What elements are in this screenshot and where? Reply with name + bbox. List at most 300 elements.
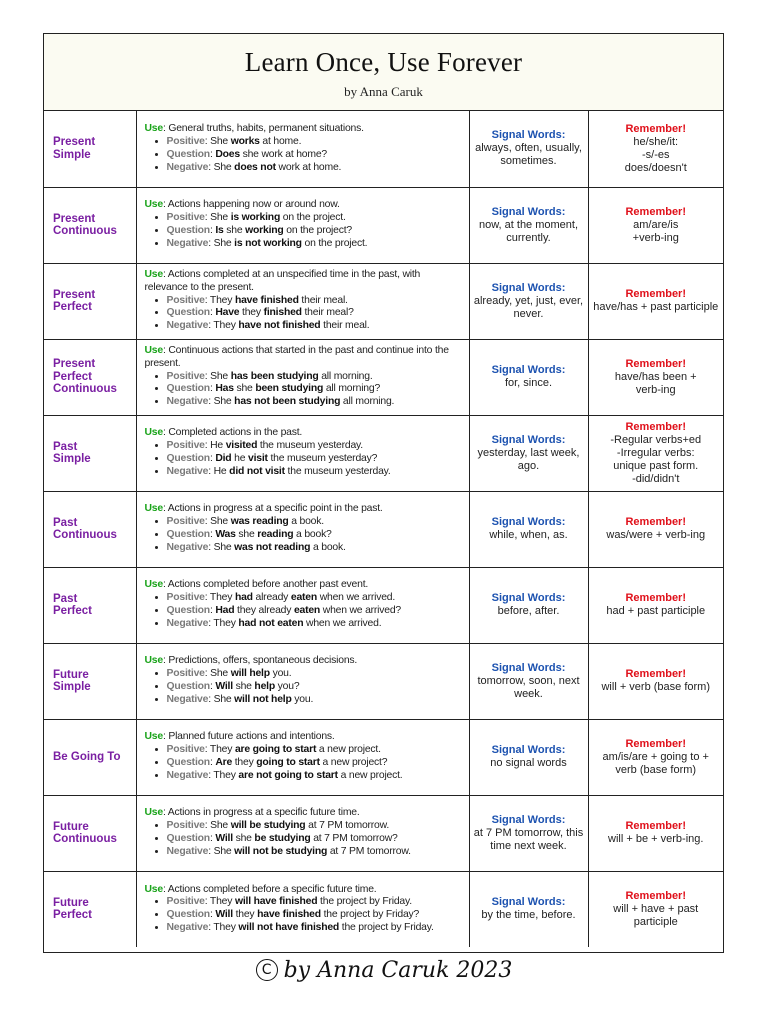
tense-name-line: Continuous bbox=[53, 833, 117, 845]
tense-name-line: Continuous bbox=[53, 529, 117, 541]
use-text: : Completed actions in the past. bbox=[162, 427, 303, 439]
use-text: : Planned future actions and intentions. bbox=[162, 731, 335, 743]
example-text: : She bbox=[204, 370, 231, 382]
example-text: their meal. bbox=[320, 320, 370, 332]
verb-form: Was bbox=[215, 529, 236, 540]
example-text: a new project. bbox=[337, 769, 403, 781]
example-text: : She bbox=[204, 516, 231, 528]
example-positive bbox=[167, 820, 463, 833]
positive-label: Positive bbox=[166, 896, 205, 908]
verb-form: had not eaten bbox=[238, 617, 304, 629]
page-title: Learn Once, Use Forever bbox=[244, 47, 523, 77]
remember-label: Remember! bbox=[625, 205, 687, 218]
example-text: : They bbox=[204, 744, 235, 756]
negative-label: Negative bbox=[166, 320, 209, 332]
question-label: Question bbox=[166, 529, 210, 540]
positive-label: Positive bbox=[166, 592, 205, 604]
tense-name-line: Present bbox=[53, 358, 96, 371]
question-label: Question bbox=[166, 909, 210, 921]
signal-words-cell bbox=[469, 415, 588, 491]
remember-cell bbox=[588, 643, 723, 719]
example-text: : They bbox=[204, 592, 235, 604]
verb-form: Had bbox=[215, 605, 235, 616]
example-text: on the project. bbox=[301, 237, 368, 249]
tense-name bbox=[44, 491, 136, 567]
tense-name-line: Present bbox=[53, 212, 96, 225]
remember-label: Remember! bbox=[625, 820, 687, 832]
example-text: : She bbox=[208, 237, 235, 249]
example-text: she bbox=[232, 833, 255, 844]
positive-label: Positive bbox=[166, 744, 205, 756]
tense-name bbox=[44, 719, 136, 795]
example-text: they bbox=[232, 757, 257, 768]
example-negative bbox=[167, 542, 463, 555]
example-positive bbox=[167, 744, 463, 757]
example-text: : They bbox=[208, 617, 239, 629]
example-list bbox=[145, 295, 463, 333]
example-text: on the project. bbox=[280, 212, 346, 224]
example-list bbox=[145, 896, 463, 934]
verb-form: Will bbox=[215, 909, 233, 921]
remember-label: Remember! bbox=[625, 357, 687, 370]
example-question bbox=[167, 383, 463, 396]
example-text: : She bbox=[208, 845, 235, 857]
signal-words-cell bbox=[469, 719, 588, 795]
tense-row bbox=[44, 415, 723, 491]
remember-cell bbox=[588, 111, 723, 187]
signal-words-label: Signal Words: bbox=[491, 661, 566, 674]
example-list bbox=[145, 440, 463, 478]
remember-text: will + be + verb-ing. bbox=[608, 833, 704, 845]
example-text: a new project? bbox=[319, 757, 388, 768]
example-list bbox=[145, 668, 463, 706]
usage-description bbox=[145, 884, 463, 897]
verb-form: reading bbox=[257, 529, 294, 540]
remember-text: had + past participle bbox=[606, 605, 706, 617]
usage-description bbox=[145, 807, 463, 820]
question-label: Question bbox=[166, 225, 210, 236]
negative-label: Negative bbox=[166, 617, 209, 629]
use-label: Use bbox=[144, 427, 163, 439]
signal-words-cell bbox=[469, 339, 588, 415]
remember-text: am/is/are + going to + verb (base form) bbox=[602, 750, 709, 776]
remember-cell bbox=[588, 339, 723, 415]
example-negative bbox=[167, 922, 463, 935]
negative-label: Negative bbox=[166, 541, 209, 553]
example-positive bbox=[167, 896, 463, 909]
example-text: at 7 PM tomorrow. bbox=[305, 820, 390, 832]
verb-form: was not reading bbox=[234, 541, 311, 553]
tense-name bbox=[44, 643, 136, 719]
signal-words-label: Signal Words: bbox=[491, 281, 566, 294]
tense-name bbox=[44, 263, 136, 339]
example-question bbox=[167, 757, 463, 770]
example-text: she work at home? bbox=[239, 148, 327, 160]
example-negative bbox=[167, 162, 463, 175]
example-list bbox=[145, 820, 463, 858]
example-text: they already bbox=[234, 605, 294, 616]
example-text: their meal. bbox=[298, 294, 348, 306]
example-text: : She bbox=[204, 212, 231, 224]
question-label: Question bbox=[166, 307, 210, 319]
example-text: : She bbox=[208, 693, 235, 705]
tense-row bbox=[44, 643, 723, 719]
example-text: you? bbox=[274, 681, 300, 692]
footer-credit bbox=[0, 958, 768, 983]
tense-name-line: Perfect bbox=[53, 909, 92, 922]
usage-cell bbox=[136, 643, 469, 719]
tense-name bbox=[44, 871, 136, 947]
use-label: Use bbox=[144, 269, 163, 280]
question-label: Question bbox=[166, 453, 210, 464]
example-text: a new project. bbox=[316, 744, 381, 756]
usage-cell bbox=[136, 795, 469, 871]
use-label: Use bbox=[144, 731, 163, 743]
example-negative bbox=[167, 396, 463, 409]
remember-text: will + verb (base form) bbox=[601, 681, 710, 693]
remember-cell bbox=[588, 795, 723, 871]
verb-form: will have finished bbox=[234, 896, 318, 908]
copyright-icon: C bbox=[256, 959, 278, 981]
signal-words-cell bbox=[469, 187, 588, 263]
tense-name bbox=[44, 339, 136, 415]
verb-form: Are bbox=[215, 757, 233, 768]
question-label: Question bbox=[166, 148, 210, 160]
usage-cell bbox=[136, 491, 469, 567]
signal-words-label: Signal Words: bbox=[491, 205, 566, 218]
positive-label: Positive bbox=[166, 440, 205, 452]
verb-form: has not been studying bbox=[234, 396, 341, 408]
usage-description bbox=[145, 579, 463, 592]
tense-name-line: Perfect bbox=[53, 301, 92, 313]
signal-words-label: Signal Words: bbox=[491, 744, 566, 756]
example-positive bbox=[167, 440, 463, 453]
tense-name-line: Perfect bbox=[53, 605, 92, 617]
remember-text: was/were + verb-ing bbox=[606, 529, 706, 541]
example-positive bbox=[167, 668, 463, 681]
example-text: : bbox=[209, 757, 216, 768]
positive-label: Positive bbox=[166, 135, 205, 147]
example-text: : She bbox=[208, 396, 235, 408]
verb-form: be studying bbox=[254, 833, 311, 844]
verb-form: help bbox=[254, 681, 275, 692]
example-text: a book. bbox=[310, 541, 346, 553]
tense-name-line: Past bbox=[53, 516, 78, 529]
usage-cell bbox=[136, 871, 469, 947]
signal-words-text: for, since. bbox=[504, 377, 553, 389]
verb-form: has been studying bbox=[230, 370, 319, 382]
signal-words-cell bbox=[469, 263, 588, 339]
remember-text: have/has + past participle bbox=[593, 301, 719, 313]
example-positive bbox=[167, 371, 463, 384]
signal-words-cell bbox=[469, 111, 588, 187]
use-text: : General truths, habits, permanent situations. bbox=[162, 123, 364, 135]
verb-form: visited bbox=[225, 440, 258, 452]
example-list bbox=[145, 744, 463, 782]
usage-cell bbox=[136, 263, 469, 339]
example-text: : He bbox=[208, 465, 230, 477]
tense-row bbox=[44, 795, 723, 871]
verb-form: Will bbox=[215, 833, 233, 844]
use-text: : Actions completed before another past event. bbox=[162, 579, 369, 591]
usage-cell bbox=[136, 567, 469, 643]
example-text: the museum yesterday? bbox=[267, 453, 378, 464]
example-negative bbox=[167, 694, 463, 707]
signal-words-text: at 7 PM tomorrow, this time next week. bbox=[473, 826, 584, 852]
example-text: : bbox=[209, 453, 216, 464]
verb-form: will be studying bbox=[230, 820, 306, 832]
example-text: at 7 PM tomorrow? bbox=[310, 833, 398, 844]
use-label: Use bbox=[144, 123, 163, 135]
example-text: the project by Friday. bbox=[339, 922, 434, 934]
remember-label: Remember! bbox=[625, 592, 687, 604]
tense-name-line: Simple bbox=[53, 453, 91, 465]
question-label: Question bbox=[166, 383, 210, 395]
example-text: : He bbox=[204, 440, 226, 452]
tense-row bbox=[44, 871, 723, 947]
usage-description bbox=[145, 123, 463, 136]
verb-form: will help bbox=[230, 668, 270, 680]
example-text: she bbox=[232, 681, 255, 692]
example-text: : They bbox=[208, 320, 239, 332]
example-question bbox=[167, 909, 463, 922]
example-text: she bbox=[223, 225, 246, 236]
remember-cell bbox=[588, 491, 723, 567]
example-positive bbox=[167, 592, 463, 605]
verb-form: did not visit bbox=[229, 465, 285, 477]
use-text: : Predictions, offers, spontaneous decisions. bbox=[162, 655, 358, 667]
tense-row bbox=[44, 187, 723, 263]
positive-label: Positive bbox=[166, 294, 205, 306]
tense-name-line: Present bbox=[53, 288, 96, 301]
verb-form: Has bbox=[215, 383, 234, 395]
signal-words-cell bbox=[469, 491, 588, 567]
example-text: : They bbox=[204, 896, 235, 908]
example-text: work at home. bbox=[275, 161, 342, 173]
example-question bbox=[167, 453, 463, 466]
remember-cell bbox=[588, 263, 723, 339]
verb-form: have not finished bbox=[238, 320, 321, 332]
example-text: you. bbox=[269, 668, 292, 680]
verb-form: will not have finished bbox=[238, 922, 340, 934]
use-text: : Actions completed before a specific future time. bbox=[162, 883, 377, 895]
example-question bbox=[167, 605, 463, 618]
example-text: a book? bbox=[293, 529, 332, 540]
question-label: Question bbox=[166, 757, 210, 768]
tense-row bbox=[44, 263, 723, 339]
example-text: : bbox=[209, 529, 216, 540]
example-text: they bbox=[239, 307, 264, 319]
usage-description bbox=[145, 269, 463, 295]
example-question bbox=[167, 307, 463, 320]
verb-form: works bbox=[230, 135, 260, 147]
tense-row bbox=[44, 339, 723, 415]
signal-words-text: before, after. bbox=[497, 605, 560, 617]
remember-text: he/she/it: -s/-es does/doesn't bbox=[624, 135, 687, 174]
remember-cell bbox=[588, 187, 723, 263]
use-label: Use bbox=[144, 807, 163, 819]
signal-words-text: by the time, before. bbox=[481, 909, 576, 922]
remember-label: Remember! bbox=[625, 668, 687, 680]
example-list bbox=[145, 592, 463, 630]
example-question bbox=[167, 681, 463, 694]
sheet-header bbox=[44, 34, 723, 111]
example-text: all morning. bbox=[340, 396, 395, 408]
example-text: : bbox=[209, 307, 216, 319]
example-negative bbox=[167, 320, 463, 333]
tense-name-line: Continuous bbox=[53, 383, 117, 396]
verb-form: does not bbox=[234, 161, 276, 173]
positive-label: Positive bbox=[166, 820, 205, 832]
remember-label: Remember! bbox=[625, 288, 687, 300]
negative-label: Negative bbox=[166, 237, 209, 249]
example-list bbox=[145, 212, 463, 250]
signal-words-label: Signal Words: bbox=[491, 433, 566, 446]
example-text: on the project? bbox=[283, 225, 352, 236]
positive-label: Positive bbox=[166, 212, 205, 224]
example-negative bbox=[167, 238, 463, 251]
signal-words-text: always, often, usually, sometimes. bbox=[475, 142, 582, 168]
example-text: : They bbox=[208, 922, 239, 934]
example-text: : bbox=[209, 605, 216, 616]
remember-text: -Regular verbs+ed -Irregular verbs: unique past form. -did/didn't bbox=[610, 433, 702, 485]
verb-form: finished bbox=[263, 307, 302, 319]
negative-label: Negative bbox=[166, 769, 209, 781]
example-text: : bbox=[209, 383, 216, 395]
verb-form: are going to start bbox=[234, 744, 317, 756]
example-text: all morning? bbox=[323, 383, 381, 395]
negative-label: Negative bbox=[166, 922, 209, 934]
tense-name bbox=[44, 567, 136, 643]
example-negative bbox=[167, 618, 463, 631]
example-text: the project by Friday? bbox=[320, 909, 420, 921]
example-text: : She bbox=[204, 820, 231, 832]
example-positive bbox=[167, 136, 463, 149]
remember-cell bbox=[588, 871, 723, 947]
verb-form: had bbox=[234, 592, 253, 604]
use-text: : Continuous actions that started in the past and continue into the present. bbox=[144, 345, 449, 369]
remember-label: Remember! bbox=[625, 122, 687, 135]
verb-form: eaten bbox=[290, 592, 318, 604]
signal-words-label: Signal Words: bbox=[491, 516, 566, 528]
use-label: Use bbox=[144, 345, 163, 356]
negative-label: Negative bbox=[166, 693, 209, 705]
verb-form: have finished bbox=[234, 294, 299, 306]
example-text: : They bbox=[208, 769, 239, 781]
tense-name-line: Simple bbox=[53, 148, 91, 161]
tense-name-line: Be Going To bbox=[53, 750, 121, 763]
use-label: Use bbox=[144, 579, 163, 591]
footer-text: by Anna Caruk 2023 bbox=[283, 958, 513, 983]
question-label: Question bbox=[166, 681, 210, 692]
negative-label: Negative bbox=[166, 161, 209, 173]
example-text: : bbox=[209, 148, 216, 160]
verb-form: Will bbox=[215, 681, 233, 692]
signal-words-text: already, yet, just, ever, never. bbox=[473, 294, 584, 320]
tense-name bbox=[44, 415, 136, 491]
example-text: : She bbox=[204, 135, 231, 147]
tense-row bbox=[44, 567, 723, 643]
remember-label: Remember! bbox=[625, 737, 687, 750]
verb-form: Have bbox=[215, 307, 240, 319]
signal-words-cell bbox=[469, 871, 588, 947]
use-text: : Actions happening now or around now. bbox=[162, 199, 340, 211]
verb-form: will not help bbox=[234, 693, 292, 705]
example-text: : She bbox=[208, 541, 235, 553]
example-text: at home. bbox=[259, 135, 302, 147]
usage-cell bbox=[136, 187, 469, 263]
usage-description bbox=[145, 345, 463, 371]
signal-words-cell bbox=[469, 643, 588, 719]
example-text: when we arrived. bbox=[317, 592, 396, 604]
example-text: when we arrived? bbox=[320, 605, 402, 616]
verb-form: visit bbox=[248, 453, 268, 464]
example-text: : bbox=[209, 909, 216, 921]
signal-words-text: while, when, as. bbox=[489, 529, 568, 541]
example-question bbox=[167, 529, 463, 542]
example-question bbox=[167, 833, 463, 846]
grammar-sheet bbox=[43, 33, 724, 953]
usage-description bbox=[145, 427, 463, 440]
tense-name-line: Future bbox=[53, 668, 89, 681]
example-text: : They bbox=[204, 294, 235, 306]
remember-label: Remember! bbox=[625, 516, 687, 528]
tense-name bbox=[44, 187, 136, 263]
use-text: : Actions in progress at a specific future time. bbox=[162, 807, 360, 819]
example-text: she bbox=[233, 383, 256, 395]
tense-name-line: Simple bbox=[53, 681, 91, 693]
question-label: Question bbox=[166, 833, 210, 844]
example-text: the museum yesterday. bbox=[284, 465, 391, 477]
example-text: their meal? bbox=[301, 307, 354, 319]
remember-label: Remember! bbox=[625, 889, 687, 902]
example-positive bbox=[167, 516, 463, 529]
verb-form: Did bbox=[215, 453, 232, 464]
negative-label: Negative bbox=[166, 465, 209, 477]
signal-words-label: Signal Words: bbox=[491, 364, 566, 376]
positive-label: Positive bbox=[166, 516, 205, 528]
verb-form: going to start bbox=[256, 757, 320, 768]
verb-form: eaten bbox=[293, 605, 321, 616]
remember-label: Remember! bbox=[625, 420, 687, 433]
example-text: she bbox=[235, 529, 258, 540]
tense-row bbox=[44, 111, 723, 187]
negative-label: Negative bbox=[166, 396, 209, 408]
signal-words-cell bbox=[469, 567, 588, 643]
example-text: a book. bbox=[288, 516, 324, 528]
verb-form: is not working bbox=[234, 237, 302, 249]
tense-name bbox=[44, 111, 136, 187]
usage-description bbox=[145, 503, 463, 516]
remember-cell bbox=[588, 567, 723, 643]
signal-words-text: now, at the moment, currently. bbox=[478, 218, 579, 244]
verb-form: Does bbox=[215, 148, 240, 160]
example-text: : She bbox=[204, 668, 231, 680]
remember-cell bbox=[588, 415, 723, 491]
use-label: Use bbox=[144, 883, 163, 895]
usage-description bbox=[145, 199, 463, 212]
example-text: you. bbox=[291, 693, 314, 705]
verb-form: will not be studying bbox=[234, 845, 328, 857]
example-text: he bbox=[231, 453, 248, 464]
signal-words-label: Signal Words: bbox=[491, 813, 566, 826]
tense-row bbox=[44, 719, 723, 795]
usage-cell bbox=[136, 719, 469, 795]
usage-cell bbox=[136, 111, 469, 187]
tense-row bbox=[44, 491, 723, 567]
verb-form: are not going to start bbox=[238, 769, 338, 781]
use-label: Use bbox=[144, 503, 163, 515]
